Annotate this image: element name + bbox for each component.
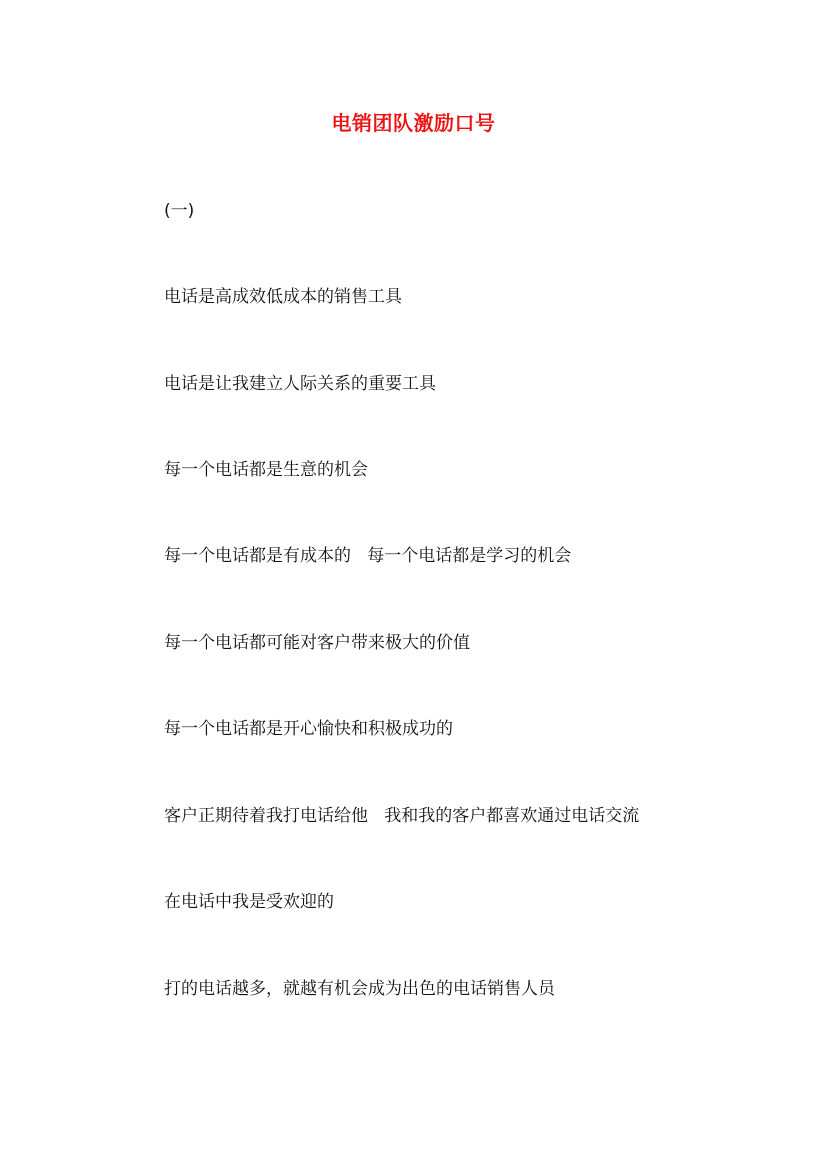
slogan-line: 电话是高成效低成本的销售工具 [164,287,402,307]
slogan-line: 客户正期待着我打电话给他 我和我的客户都喜欢通过电话交流 [164,806,640,826]
slogan-line: 每一个电话都是开心愉快和积极成功的 [164,719,453,739]
document-title: 电销团队激励口号 [331,111,496,135]
slogan-line: 每一个电话都是生意的机会 [164,460,368,480]
slogan-line: 每一个电话都可能对客户带来极大的价值 [164,633,470,653]
slogan-line: 打的电话越多，就越有机会成为出色的电话销售人员 [164,979,555,999]
section-marker: (一) [164,201,195,221]
slogan-line: 每一个电话都是有成本的 每一个电话都是学习的机会 [164,546,572,566]
slogan-line: 电话是让我建立人际关系的重要工具 [164,374,436,394]
slogan-line: 在电话中我是受欢迎的 [164,892,334,912]
